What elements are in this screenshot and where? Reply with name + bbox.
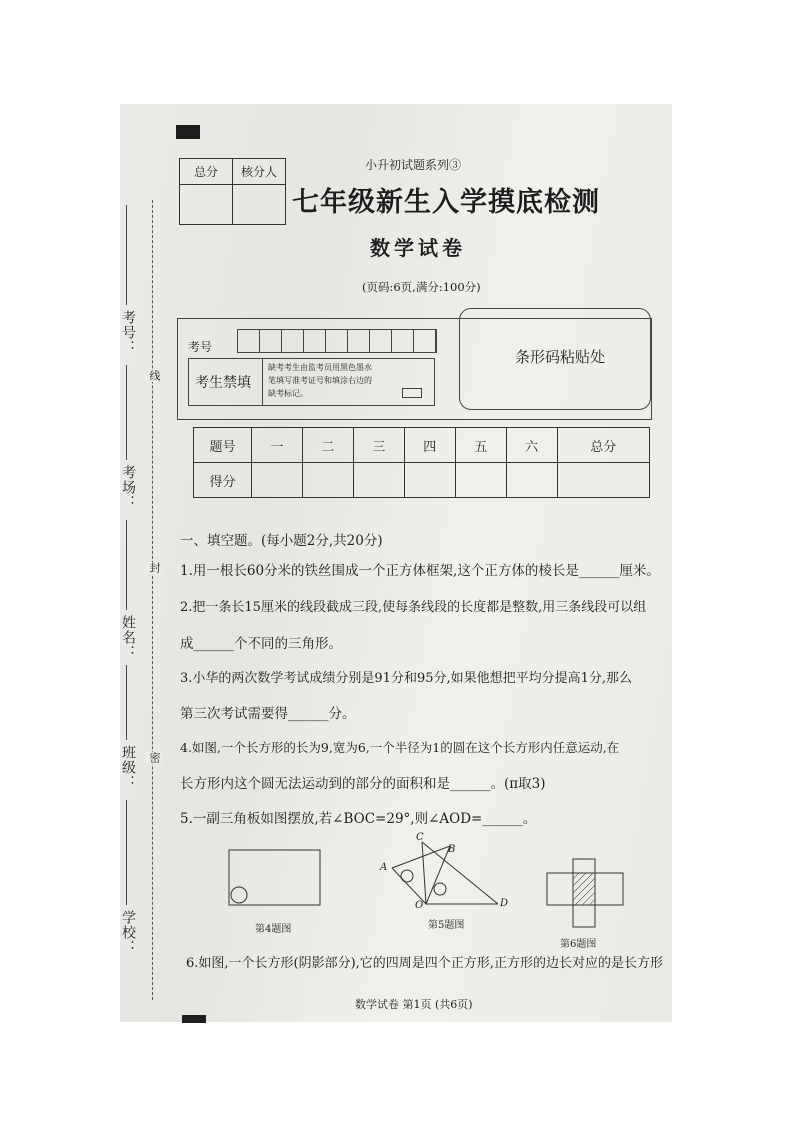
question-4-line-1: 4.如图,一个长方形的长为9,宽为6,一个半径为1的圆在这个长方形内任意运动,在 [180, 740, 620, 755]
forbid-note-3: 缺考标记。 [268, 389, 308, 398]
result-cell[interactable] [404, 463, 455, 498]
question-2-line-2: 成______个不同的三角形。 [180, 636, 342, 652]
score-box-total: 总分 [180, 159, 233, 185]
field-name-line [126, 520, 127, 610]
forbid-note-2: 笔填写准考证号和填涂右边的 [268, 376, 372, 385]
figure-4-caption: 第4题图 [255, 924, 292, 935]
section-heading: 一、填空题。(每小题2分,共20分) [180, 533, 383, 549]
field-exam-id: 考号： [120, 310, 136, 355]
forbid-divider [262, 358, 263, 405]
result-head-3: 三 [353, 428, 404, 463]
page-note: (页码:6页,满分:100分) [362, 280, 481, 294]
page-subtitle: 数学试卷 [370, 236, 466, 260]
result-cell[interactable] [252, 463, 303, 498]
point-label-a: A [380, 862, 388, 873]
page-title: 七年级新生入学摸底检测 [292, 187, 600, 218]
score-box-checker: 核分人 [233, 159, 286, 185]
field-school: 学校： [120, 910, 136, 955]
question-6: 6.如图,一个长方形(阴影部分),它的四周是四个正方形,正方形的边长对应的是长方形 [186, 956, 663, 971]
result-head-total: 总分 [557, 428, 649, 463]
series-label: 小升初试题系列③ [365, 158, 462, 172]
result-head-5: 五 [455, 428, 506, 463]
seal-word-line: 线 [148, 370, 161, 382]
seal-word-seal: 封 [148, 562, 161, 574]
forbid-label: 考生禁填 [195, 375, 251, 391]
field-exam-room: 考场： [120, 465, 136, 510]
figure-6 [545, 857, 627, 931]
question-3-line-2: 第三次考试需要得______分。 [180, 706, 356, 722]
point-label-b: B [448, 844, 456, 855]
result-cell[interactable] [506, 463, 557, 498]
question-1: 1.用一根长60分米的铁丝围成一个正方体框架,这个正方体的棱长是______厘米。 [180, 563, 660, 579]
point-label-c: C [416, 832, 424, 843]
figure-6-caption: 第6题图 [560, 939, 597, 950]
result-head-2: 二 [302, 428, 353, 463]
page-footer: 数学试卷 第1页 (共6页) [355, 998, 473, 1011]
score-box [179, 158, 286, 225]
field-exam-room-line [126, 365, 127, 460]
figure-5 [370, 832, 515, 914]
result-cell[interactable] [302, 463, 353, 498]
score-box-total-cell[interactable] [180, 185, 233, 225]
field-class: 班级： [120, 745, 136, 790]
seal-word-secret: 密 [148, 752, 161, 764]
field-exam-id-line [126, 205, 127, 305]
corner-mark-top [176, 125, 200, 139]
question-3-line-1: 3.小华的两次数学考试成绩分别是91分和95分,如果他想把平均分提高1分,那么 [180, 671, 633, 686]
forbid-note-1: 缺考考生由监考员用黑色墨水 [268, 363, 372, 372]
seal-dashed-line [152, 200, 153, 1000]
field-school-line [126, 800, 127, 905]
question-5: 5.一副三角板如图摆放,若∠BOC=29°,则∠AOD=______。 [180, 811, 537, 827]
result-head-4: 四 [404, 428, 455, 463]
field-name: 姓名： [120, 615, 136, 660]
result-table [193, 427, 650, 498]
question-4-line-2: 长方形内这个圆无法运动到的部分的面积和是______。(π取3) [180, 776, 546, 792]
result-row-label: 得分 [194, 463, 252, 498]
question-2-line-1: 2.把一条长15厘米的线段截成三段,使每条线段的长度都是整数,用三条线段可以组 [180, 600, 647, 615]
figure-4 [225, 846, 325, 910]
result-cell[interactable] [353, 463, 404, 498]
absent-mark-box[interactable] [402, 388, 422, 398]
score-box-checker-cell[interactable] [233, 185, 286, 225]
result-cell[interactable] [557, 463, 649, 498]
result-head-1: 一 [252, 428, 303, 463]
figure-5-caption: 第5题图 [428, 920, 465, 931]
result-head-6: 六 [506, 428, 557, 463]
field-class-line [126, 665, 127, 740]
barcode-label: 条形码粘贴处 [515, 348, 606, 366]
point-label-d: D [500, 898, 509, 909]
result-cell[interactable] [455, 463, 506, 498]
exam-id-label: 考号 [188, 340, 213, 354]
point-label-o: O [415, 900, 424, 911]
corner-mark-bottom [182, 1015, 206, 1023]
result-head-label: 题号 [194, 428, 252, 463]
exam-id-grid[interactable] [237, 329, 437, 353]
